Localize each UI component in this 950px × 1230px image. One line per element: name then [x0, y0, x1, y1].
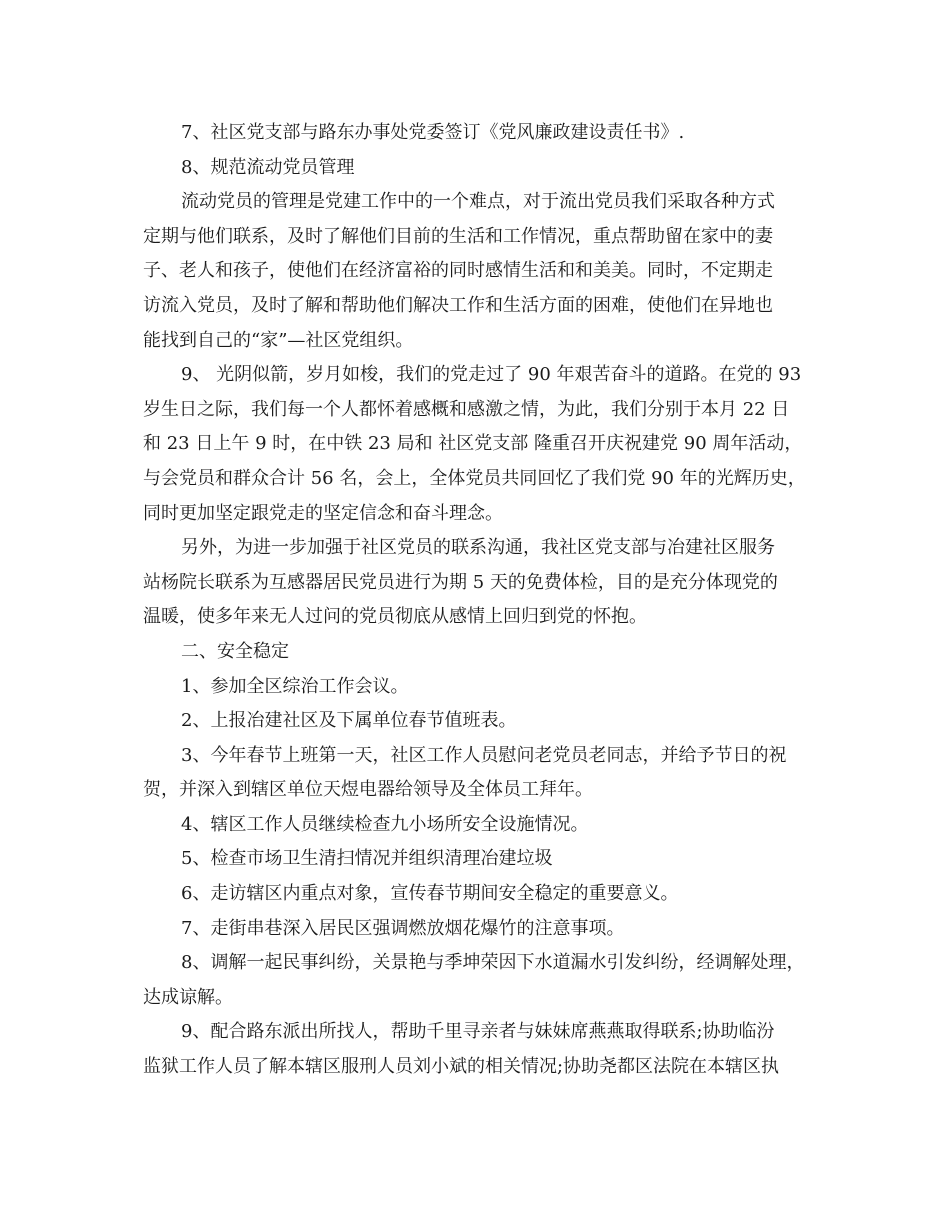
- text-line: 访流入党员，及时了解和帮助他们解决工作和生活方面的困难，使他们在异地也: [143, 294, 773, 316]
- text-line: 达成谅解。: [143, 986, 233, 1008]
- text-line: 另外，为进一步加强于社区党员的联系沟通，我社区党支部与冶建社区服务: [181, 537, 775, 559]
- text-line: 7、社区党支部与路东办事处党委签订《党风廉政建设责任书》.: [181, 122, 685, 143]
- document-text: [143, 116, 813, 1085]
- text-line: 能找到自己的“家”—社区党组织。: [143, 329, 414, 351]
- document-body: [143, 116, 813, 1085]
- text-line: 6、走访辖区内重点对象，宣传春节期间安全稳定的重要意义。: [181, 883, 679, 905]
- text-line: 4、辖区工作人员继续检查九小场所安全设施情况。: [181, 813, 589, 835]
- text-line: 监狱工作人员了解本辖区服刑人员刘小斌的相关情况;协助尧都区法院在本辖区执: [143, 1056, 780, 1078]
- text-line: 温暖，使多年来无人过问的党员彻底从感情上回归到党的怀抱。: [143, 606, 647, 628]
- text-line: 3、今年春节上班第一天，社区工作人员慰问老党员老同志，并给予节日的祝: [181, 744, 787, 766]
- text-line: 7、走街串巷深入居民区强调燃放烟花爆竹的注意事项。: [181, 917, 625, 939]
- text-line: 同时更加坚定跟党走的坚定信念和奋斗理念。: [143, 502, 503, 524]
- text-line: 和 23 日上午 9 时，在中铁 23 局和 社区党支部 隆重召开庆祝建党 90 周年活动，: [143, 433, 803, 455]
- text-line: 与会党员和群众合计 56 名，会上，全体党员共同回忆了我们党 90 年的光辉历史，: [143, 467, 806, 489]
- text-line: 1、参加全区综治工作会议。: [181, 675, 409, 697]
- text-line: 岁生日之际，我们每一个人都怀着感概和感激之情，为此，我们分别于本月 22 日: [143, 398, 790, 420]
- section-heading: 二、安全稳定: [181, 640, 289, 662]
- text-line: 8、调解一起民事纠纷，关景艳与季坤荣因下水道漏水引发纠纷，经调解处理，: [181, 952, 805, 974]
- text-line: 2、上报冶建社区及下属单位春节值班表。: [181, 710, 517, 732]
- text-line: 9、 光阴似箭，岁月如梭，我们的党走过了 90 年艰苦奋斗的道路。在党的 93: [181, 364, 802, 386]
- text-line: 8、规范流动党员管理: [181, 156, 355, 178]
- text-line: 贺，并深入到辖区单位天煜电器给领导及全体员工拜年。: [143, 779, 593, 801]
- text-line: 站杨院长联系为互感器居民党员进行为期 5 天的免费体检，目的是充分体现党的: [143, 571, 778, 593]
- text-line: 流动党员的管理是党建工作中的一个难点，对于流出党员我们采取各种方式: [181, 191, 775, 213]
- text-line: 5、检查市场卫生清扫情况并组织清理冶建垃圾: [181, 848, 553, 870]
- text-line: 定期与他们联系，及时了解他们目前的生活和工作情况，重点帮助留在家中的妻: [143, 225, 773, 247]
- text-line: 子、老人和孩子，使他们在经济富裕的同时感情生活和和美美。同时，不定期走: [143, 260, 773, 282]
- text-line: 9、配合路东派出所找人，帮助千里寻亲者与妹妹席燕燕取得联系;协助临汾: [181, 1021, 775, 1043]
